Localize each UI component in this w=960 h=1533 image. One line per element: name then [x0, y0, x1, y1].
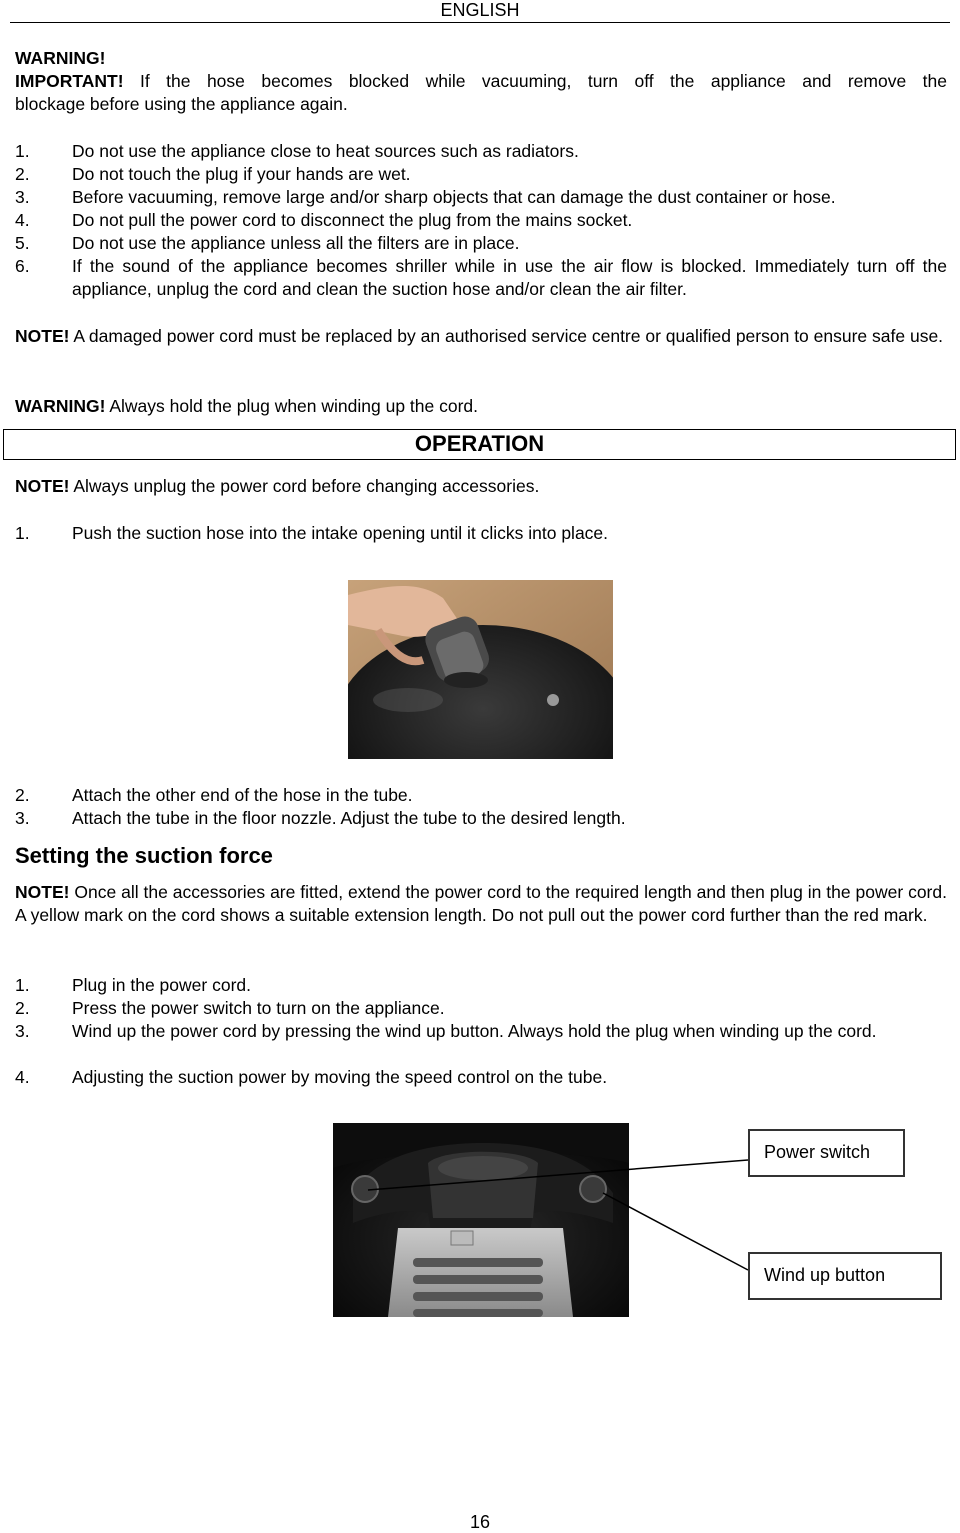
- power-switch-leader: [368, 1160, 748, 1190]
- safety-num: 6.: [15, 256, 30, 276]
- note-label: NOTE!: [15, 882, 70, 902]
- page-number: 16: [469, 1512, 491, 1532]
- warning-text: Always hold the plug when winding up the cord.: [109, 396, 479, 416]
- safety-num: 1.: [15, 141, 30, 161]
- suction-step: Adjusting the suction power by moving the speed control on the tube.: [72, 1067, 608, 1087]
- operation-step: Push the suction hose into the intake opening until it clicks into place.: [72, 523, 609, 543]
- safety-item: Before vacuuming, remove large and/or sharp objects that can damage the dust container or hose.: [72, 187, 836, 207]
- operation-step: Attach the other end of the hose in the tube.: [72, 785, 413, 805]
- operation-step-num: 3.: [15, 808, 30, 828]
- safety-item: Do not use the appliance unless all the filters are in place.: [72, 233, 520, 253]
- important-text-1: If the hose becomes blocked while vacuuming, turn off the appliance and remove the: [140, 71, 947, 91]
- wind-up-leader: [603, 1193, 748, 1270]
- safety-num: 5.: [15, 233, 30, 253]
- important-text-2: blockage before using the appliance again.: [15, 94, 348, 114]
- safety-item: Do not touch the plug if your hands are wet.: [72, 164, 411, 184]
- operation-step-num: 1.: [15, 523, 30, 543]
- safety-num: 2.: [15, 164, 30, 184]
- safety-num: 3.: [15, 187, 30, 207]
- warning-label: WARNING!: [15, 396, 106, 416]
- note-text: Once all the accessories are fitted, extend the power cord to the required length and then plug in the power cord. A yellow mark on the cord shows a suitable extension length. Do not pull out the power cord further than the red mark.: [15, 882, 947, 925]
- warning-label: WARNING!: [15, 48, 106, 68]
- operation-heading: OPERATION: [3, 429, 956, 460]
- suction-step: Plug in the power cord.: [72, 975, 251, 995]
- operation-step-num: 2.: [15, 785, 30, 805]
- safety-num: 4.: [15, 210, 30, 230]
- safety-item: Do not use the appliance close to heat sources such as radiators.: [72, 141, 579, 161]
- safety-item: Do not pull the power cord to disconnect the plug from the mains socket.: [72, 210, 633, 230]
- note-text: A damaged power cord must be replaced by an authorised service centre or qualified person to ensure safe use.: [73, 326, 944, 346]
- suction-step-num: 3.: [15, 1021, 30, 1041]
- wind-up-button-callout: Wind up button: [748, 1252, 942, 1300]
- suction-step: Press the power switch to turn on the appliance.: [72, 998, 445, 1018]
- operation-step: Attach the tube in the floor nozzle. Adjust the tube to the desired length.: [72, 808, 626, 828]
- note-text: Always unplug the power cord before changing accessories.: [73, 476, 540, 496]
- note-label: NOTE!: [15, 476, 70, 496]
- suction-step-num: 2.: [15, 998, 30, 1018]
- important-label: IMPORTANT!: [15, 71, 124, 91]
- safety-item: If the sound of the appliance becomes shriller while in use the air flow is blocked. Immediately turn off the appliance, unplug the cord and clean the suction hose and/or clean the air filter.: [72, 256, 947, 299]
- suction-heading: Setting the suction force: [15, 843, 273, 868]
- suction-step-num: 4.: [15, 1067, 30, 1087]
- page-header-language: ENGLISH: [440, 0, 520, 20]
- suction-step-num: 1.: [15, 975, 30, 995]
- power-switch-callout: Power switch: [748, 1129, 905, 1177]
- suction-step: Wind up the power cord by pressing the wind up button. Always hold the plug when winding up the cord.: [72, 1021, 877, 1041]
- note-label: NOTE!: [15, 326, 70, 346]
